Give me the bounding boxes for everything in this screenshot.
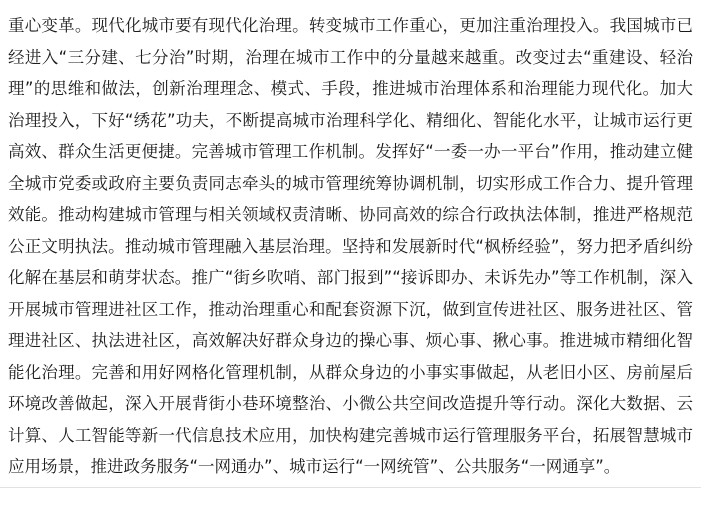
- document-body: [8, 10, 693, 483]
- document-paragraph: 重心变革。现代化城市要有现代化治理。转变城市工作重心，更加注重治理投入。我国城市已经进入“三分建、七分治”时期，治理在城市工作中的分量越来越重。改变过去“重建设、轻治理”的思维和做法，创新治理理念、模式、手段，推进城市治理体系和治理能力现代化。加大治理投入，下好“绣花”功夫，不断提高城市治理科学化、精细化、智能化水平，让城市运行更高效、群众生活更便捷。完善城市管理工作机制。发挥好“一委一办一平台”作用，推动建立健全城市党委或政府主要负责同志牵头的城市管理统筹协调机制，切实形成工作合力、提升管理效能。推动构建城市管理与相关领域权责清晰、协同高效的综合行政执法体制，推进严格规范公正文明执法。推动城市管理融入基层治理。坚持和发展新时代“枫桥经验”，努力把矛盾纠纷化解在基层和萌芽状态。推广“街乡吹哨、部门报到”“接诉即办、未诉先办”等工作机制，深入开展城市管理进社区工作，推动治理重心和配套资源下沉，做到宣传进社区、服务进社区、管理进社区、执法进社区，高效解决好群众身边的操心事、烦心事、揪心事。推进城市精细化智能化治理。完善和用好网格化管理机制，从群众身边的小事实事做起，从老旧小区、房前屋后环境改善做起，深入开展背街小巷环境整治、小微公共空间改造提升等行动。深化大数据、云计算、人工智能等新一代信息技术应用，加快构建完善城市运行管理服务平台，拓展智慧城市应用场景，推进政务服务“一网通办”、城市运行“一网统管”、公共服务“一网通享”。: [8, 16, 693, 476]
- footer-divider: [0, 487, 701, 488]
